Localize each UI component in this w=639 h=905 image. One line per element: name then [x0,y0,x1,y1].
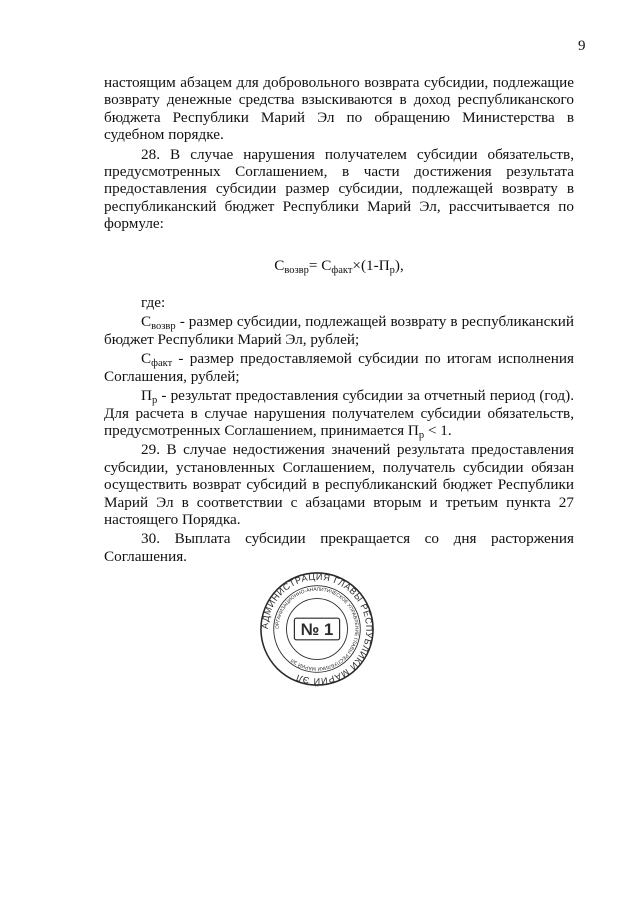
stamp-center-number: № 1 [300,619,334,639]
where-label: где: [141,294,166,312]
stamp-inner-text: ОРГАНИЗАЦИОННО-АНАЛИТИЧЕСКОЕ УПРАВЛЕНИЕ ГЛАВЫ РЕСПУБЛИКИ МАРИЙ ЭЛ [275,587,359,671]
paragraph-30: 30. Выплата субсидии прекращается со дня расторжения Соглашения. [104,530,574,565]
document-body [104,74,574,565]
page-number: 9 [578,38,586,54]
formula: $С_{возвр}= С_{факт}\times(1-П_р)$, [274,256,404,276]
definition-p-r: $П_р$ - результат предоставления субсидии за отчетный период (год). Для расчета в случае нарушения получателем субсидии обязательств, предусмотренных Соглашением, принимается $П_р < 1$. [104,387,574,441]
paragraph-29: 29. В случае недостижения значений результата предоставления субсидии, установленных Соглашением, получатель субсидии обязан осуществить возврат субсидий в республиканский бюджет Республики Марий Эл в соответствии с абзацами вторым и третьим пункта 27 настоящего Порядка. [104,441,574,528]
definition-c-fakt: $С_{факт}$ - размер предоставляемой субсидии по итогам исполнения Соглашения, рублей; [104,350,574,385]
paragraph-28: 28. В случае нарушения получателем субсидии обязательств, предусмотренных Соглашением, в части достижения результата предоставления субсидии размер субсидии, подлежащей возврату в республиканский бюджет Республики Марий Эл, рассчитывается по формуле: [104,145,574,233]
definition-c-vozvr: $С_{возвр}$ - размер субсидии, подлежащей возврату в республиканский бюджет Республики Марий Эл, рублей; [104,313,574,348]
stamp-outer-text: АДМИНИСТРАЦИЯ ГЛАВЫ РЕСПУБЛИКИ МАРИЙ ЭЛ [259,571,375,687]
paragraph-27-continuation: настоящим абзацем для добровольного возврата субсидии, подлежащие возврату денежные средства взыскиваются в доход республиканского бюджета Республики Марий Эл по обращению Министерства в судебном порядке. [104,74,574,144]
official-stamp [258,570,376,688]
